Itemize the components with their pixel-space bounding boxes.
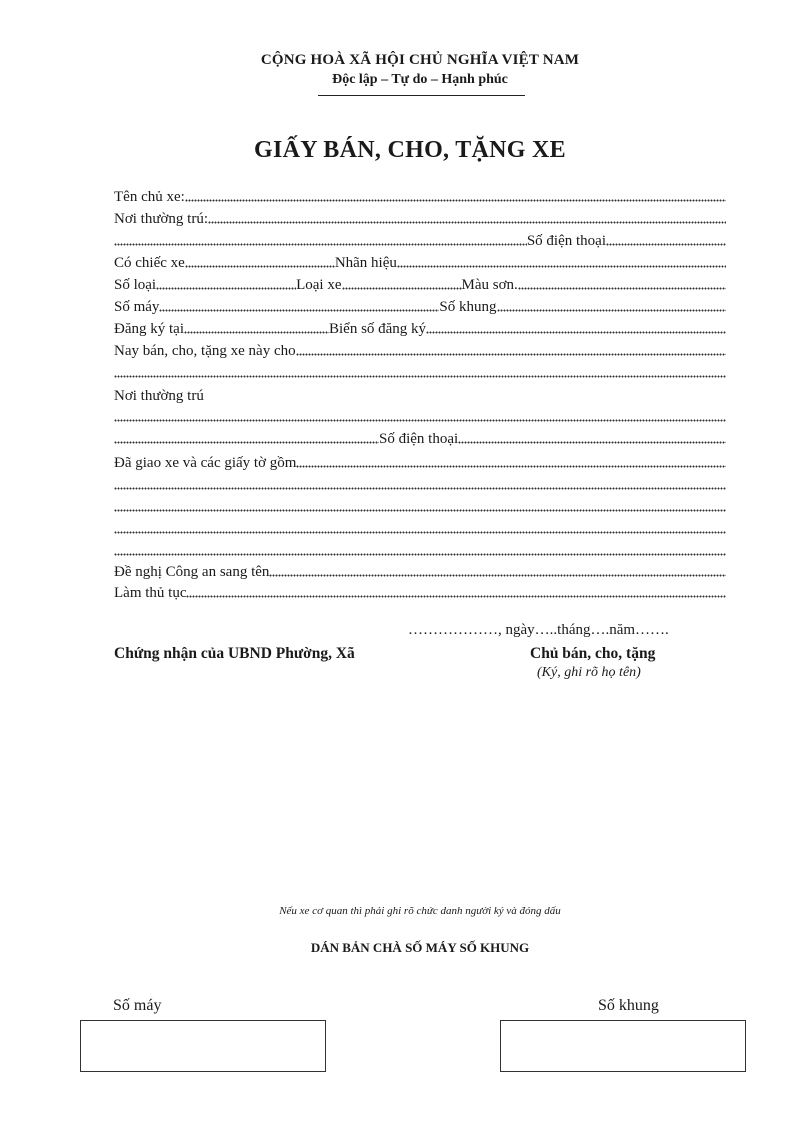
procedure-label: Làm thủ tục [114,585,187,601]
registered-at-label: Đăng ký tại [114,321,184,337]
vehicle-label: Có chiếc xe [114,255,185,271]
model-no-field[interactable] [156,286,296,290]
row-documents [114,452,726,472]
row-documents-line-4 [114,540,726,560]
buyer-residence-label: Nơi thường trú [114,388,204,404]
residence-label: Nơi thường trú: [114,211,208,227]
row-residence [114,208,726,228]
date-line[interactable]: ………………, ngày…..tháng….năm……. [408,622,669,638]
frame-number-box[interactable] [500,1020,746,1072]
document-title: GIẤY BÁN, CHO, TẶNG XE [254,137,566,163]
engine-no-label: Số máy [114,299,160,315]
plate-no-label: Biển số đăng ký [328,321,427,337]
motto: Độc lập – Tự do – Hạnh phúc [332,72,508,87]
brand-label: Nhãn hiệu [334,255,397,271]
row-vehicle-brand [114,252,726,272]
certify-label: Chứng nhận của UBND Phường, Xã [114,645,355,662]
row-residence-phone [114,230,726,250]
documents-field-line-1[interactable] [114,486,726,490]
frame-box-label: Số khung [598,997,659,1014]
residence-field[interactable] [208,220,726,224]
brand-field[interactable] [397,264,726,268]
documents-field[interactable] [296,464,726,468]
row-model-type-color [114,274,726,294]
stamp-title: DÁN BẢN CHÀ SỐ MÁY SỐ KHUNG [310,940,530,955]
request-police-field[interactable] [269,573,726,577]
color-field[interactable] [518,286,726,290]
row-documents-line-3 [114,518,726,538]
documents-field-line-2[interactable] [114,508,726,512]
row-owner-name [114,186,726,206]
footnote: Nếu xe cơ quan thì phải ghi rõ chức danh người ký và đóng dấu [279,905,561,917]
plate-no-field[interactable] [426,330,726,334]
owner-name-field[interactable] [185,198,726,202]
row-registration [114,318,726,338]
row-documents-line-1 [114,474,726,494]
engine-number-box[interactable] [80,1020,326,1072]
buyer-residence-field-cont[interactable] [114,440,379,444]
motto-underline [318,95,525,96]
row-buyer-residence [114,385,726,405]
seller-sign-note: (Ký, ghi rõ họ tên) [537,665,641,680]
buyer-phone-label: Số điện thoại [379,431,459,447]
frame-no-field[interactable] [497,308,726,312]
color-label: Màu sơn. [461,277,518,293]
row-request-police [114,561,726,581]
engine-no-field[interactable] [159,308,439,312]
row-procedure [114,582,726,602]
nation-header: CỘNG HOÀ XÃ HỘI CHỦ NGHĨA VIỆT NAM [260,52,580,68]
frame-no-label: Số khung [439,299,497,315]
documents-label: Đã giao xe và các giấy tờ gồm [114,455,297,471]
row-transfer-to [114,340,726,360]
procedure-field[interactable] [186,594,726,598]
seller-label: Chủ bán, cho, tặng [530,645,656,662]
row-transfer-to-cont [114,362,726,382]
row-engine-frame [114,296,726,316]
model-no-label: Số loại [114,277,157,293]
transfer-to-field-cont[interactable] [114,374,726,378]
vehicle-field[interactable] [185,264,335,268]
vehicle-type-field[interactable] [342,286,462,290]
request-police-label: Đề nghị Công an sang tên [114,564,270,580]
residence-field-cont[interactable] [114,242,527,246]
documents-field-line-4[interactable] [114,552,726,556]
transfer-to-field[interactable] [296,352,726,356]
engine-box-label: Số máy [113,997,162,1014]
phone-label: Số điện thoại [526,233,606,249]
row-buyer-phone [114,428,726,448]
phone-field[interactable] [606,242,726,246]
transfer-to-label: Nay bán, cho, tặng xe này cho [114,343,296,359]
buyer-residence-field[interactable] [114,418,726,422]
vehicle-type-label: Loại xe [296,277,342,293]
owner-name-label: Tên chủ xe: [114,189,185,205]
buyer-phone-field[interactable] [458,440,726,444]
row-buyer-residence-line [114,406,726,426]
row-documents-line-2 [114,496,726,516]
documents-field-line-3[interactable] [114,530,726,534]
registered-at-field[interactable] [184,330,329,334]
